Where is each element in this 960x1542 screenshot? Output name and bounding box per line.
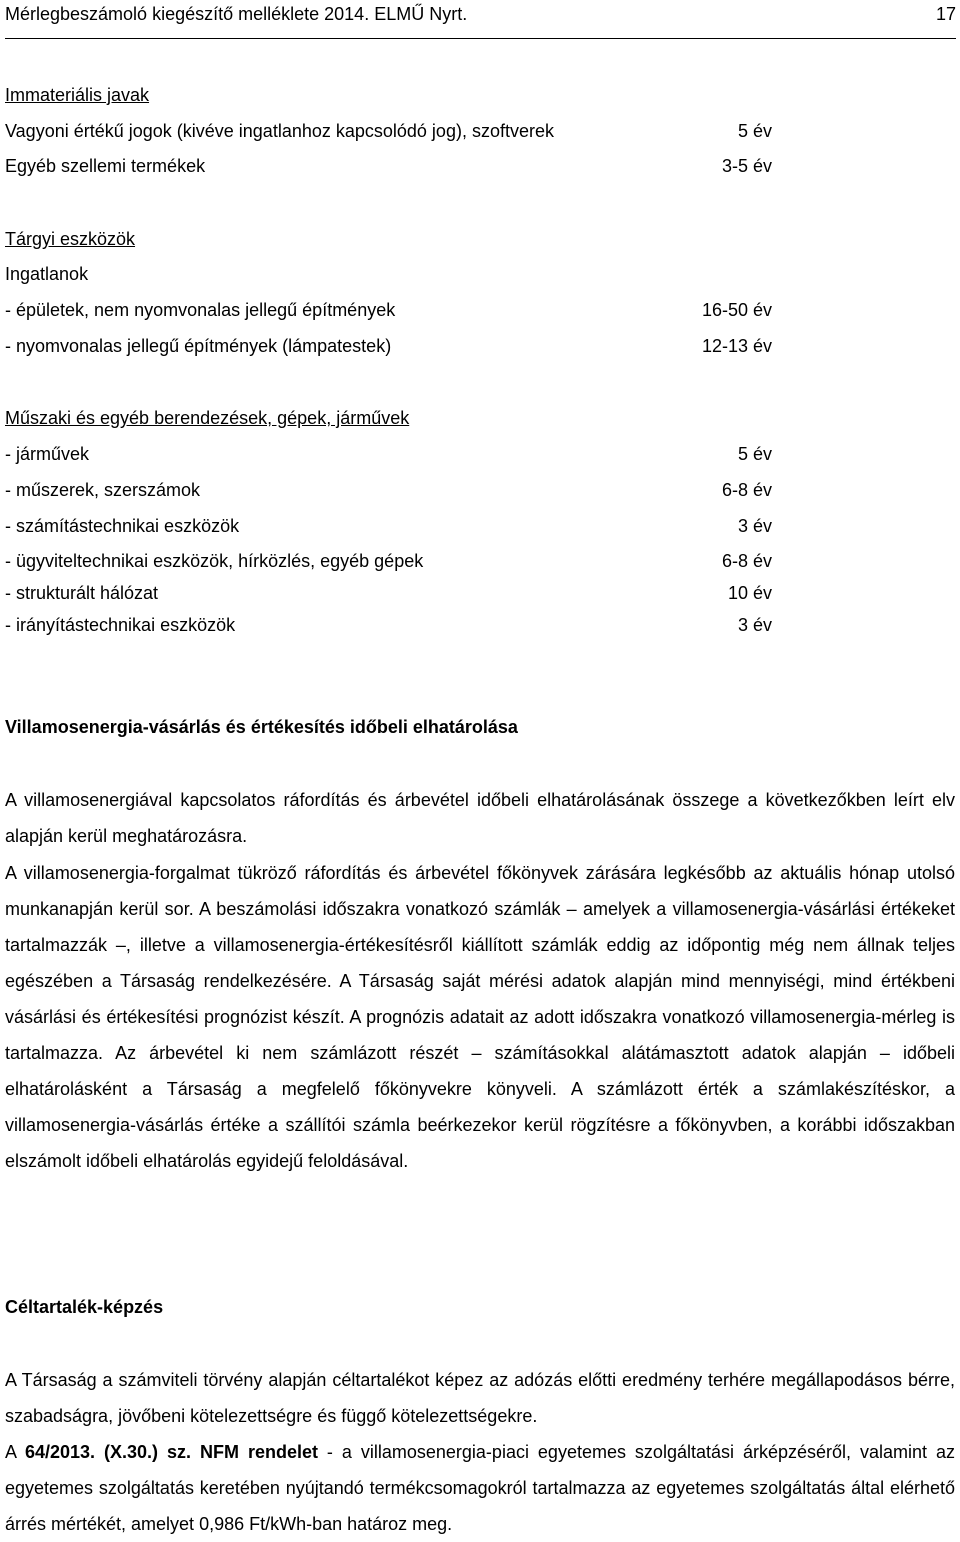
tangibles-heading: Tárgyi eszközök xyxy=(5,229,136,249)
regulation-name: NFM rendelet xyxy=(199,1442,318,1462)
row-value: 10 év xyxy=(727,583,772,603)
row-label: - számítástechnikai eszközök xyxy=(5,516,240,536)
machinery-row xyxy=(5,516,772,540)
machinery-row xyxy=(5,480,772,504)
row-value: 3 év xyxy=(737,615,772,635)
row-value: 3 év xyxy=(737,516,772,536)
row-value: 3-5 év xyxy=(721,156,772,176)
electricity-heading: Villamosenergia-vásárlás és értékesítés időbeli elhatárolása xyxy=(5,717,518,737)
row-value: 5 év xyxy=(737,121,772,141)
machinery-row xyxy=(5,444,772,468)
intangibles-heading-row xyxy=(5,85,772,109)
provision-heading: Céltartalék-képzés xyxy=(5,1297,164,1317)
machinery-row xyxy=(5,551,772,575)
row-value: 6-8 év xyxy=(721,480,772,500)
document-title: Mérlegbeszámoló kiegészítő melléklete 2014. ELMŰ Nyrt. xyxy=(5,4,468,24)
provision-paragraph-2 xyxy=(5,1434,955,1542)
row-label: - műszerek, szerszámok xyxy=(5,480,201,500)
intangibles-row xyxy=(5,121,772,145)
row-label: Egyéb szellemi termékek xyxy=(5,156,206,176)
tangibles-heading-row xyxy=(5,229,772,253)
row-label: - nyomvonalas jellegű építmények (lámpatestek) xyxy=(5,336,392,356)
row-value: 5 év xyxy=(737,444,772,464)
tangibles-row xyxy=(5,336,772,360)
provision-p2-text: - a villamosenergia-piaci egyetemes szolgáltatási árképzéséről, valamint az egyetemes szolgáltatás keretében nyújtandó termékcsomagokról tartalmazza az egyetemes szolgáltatás által elérhető árrés mértékét, amelyet 0,986 Ft/kWh-ban határoz meg. xyxy=(5,1442,955,1534)
row-label: - ügyviteltechnikai eszközök, hírközlés, egyéb gépek xyxy=(5,551,424,571)
provision-p2-text xyxy=(191,1442,200,1462)
row-value: 16-50 év xyxy=(701,300,772,320)
machinery-row xyxy=(5,615,772,639)
row-label: - járművek xyxy=(5,444,90,464)
row-label: - épületek, nem nyomvonalas jellegű építmények xyxy=(5,300,396,320)
row-value: 12-13 év xyxy=(701,336,772,356)
intangibles-heading: Immateriális javak xyxy=(5,85,150,105)
row-label: Vagyoni értékű jogok (kivéve ingatlanhoz kapcsolódó jog), szoftverek xyxy=(5,121,554,141)
intangibles-row xyxy=(5,156,772,180)
page-header xyxy=(5,4,956,39)
electricity-paragraph-1: A villamosenergiával kapcsolatos ráfordítás és árbevétel időbeli elhatárolásának összege a következőkben leírt elv alapján kerül meghatározásra. xyxy=(5,790,955,846)
row-label: - irányítástechnikai eszközök xyxy=(5,615,236,635)
page-number: 17 xyxy=(935,4,956,24)
row-value: 6-8 év xyxy=(721,551,772,571)
tangibles-subheading-row xyxy=(5,264,772,288)
regulation-number: 64/2013. (X.30.) sz. xyxy=(24,1442,192,1462)
provision-p2-text: A xyxy=(5,1442,25,1462)
machinery-heading: Műszaki és egyéb berendezések, gépek, járművek xyxy=(5,408,410,428)
machinery-heading-row xyxy=(5,408,772,432)
machinery-row xyxy=(5,583,772,607)
electricity-paragraph-2: A villamosenergia-forgalmat tükröző ráfordítás és árbevétel főkönyvek zárására legkésőbb az aktuális hónap utolsó munkanapján kerül sor. A beszámolási időszakra vonatkozó számlák – amelyek a villamosenergia-vásárlási értékeket tartalmazzák –, illetve a villamosenergia-értékesítésről kiállított számlák eddig az időpontig még nem állnak teljes egészében a Társaság rendelkezésére. A Társaság saját mérési adatok alapján mind mennyiségi, mind értékbeni vásárlási és értékesítési prognózist készít. A prognózis adatait az adott időszakra vonatkozó villamosenergia-mérleg is tartalmazza. Az árbevétel ki nem számlázott részét – számításokkal alátámasztott adatok alapján – időbeli elhatárolásként a Társaság a megfelelő főkönyvekre könyveli. A számlázott érték a számlakészítéskor, a villamosenergia-vásárlás értéke a szállítói számla beérkezekor kerül rögzítésre a főkönyvben, a korábbi időszakban elszámolt időbeli elhatárolás egyidejű feloldásával. xyxy=(5,863,955,1171)
provision-paragraph-1: A Társaság a számviteli törvény alapján céltartalékot képez az adózás előtti eredmény terhére megállapodásos bérre, szabadságra, jövőbeni kötelezettségre és függő kötelezettségekre. xyxy=(5,1370,955,1426)
row-label: - strukturált hálózat xyxy=(5,583,159,603)
tangibles-subheading: Ingatlanok xyxy=(5,264,89,284)
tangibles-row xyxy=(5,300,772,324)
